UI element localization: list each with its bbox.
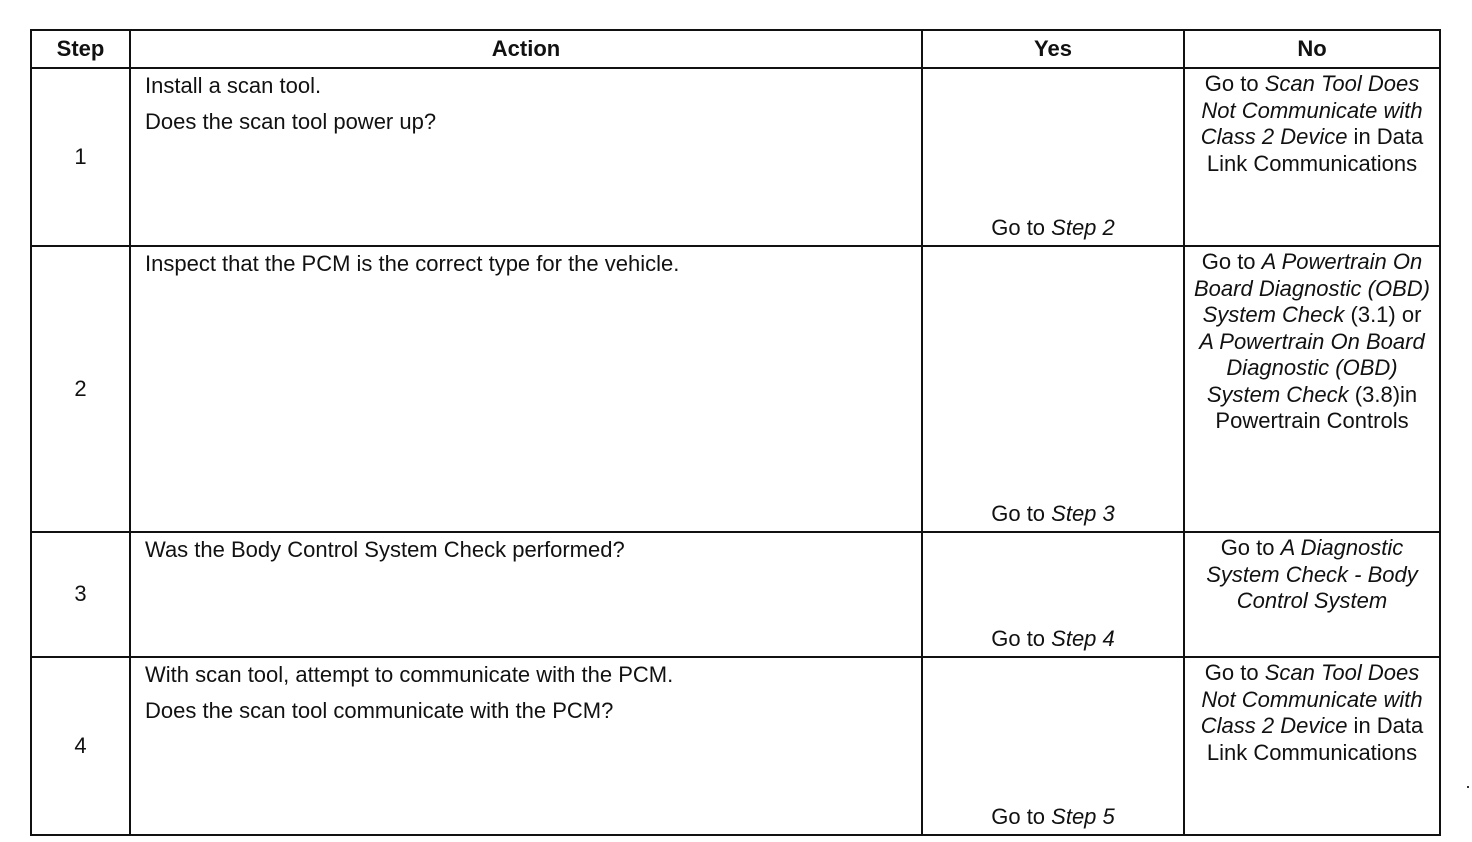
action-line: Does the scan tool communicate with the PCM? xyxy=(145,697,614,723)
no-text: Go to xyxy=(1204,660,1265,685)
no-text: Go to xyxy=(1220,535,1281,560)
yes-step-link[interactable]: Step 5 xyxy=(1051,803,1115,829)
yes-step-link[interactable]: Step 4 xyxy=(1051,625,1115,651)
yes-prefix: Go to xyxy=(991,500,1052,526)
no-cell xyxy=(1184,246,1440,532)
no-reference-link[interactable]: Scan Tool Does Not Communicate with Class 2 Device xyxy=(1200,660,1423,738)
action-cell xyxy=(130,657,922,835)
table-row xyxy=(31,246,1440,532)
no-text: in Data Link Communications xyxy=(1206,713,1424,765)
header-yes: Yes xyxy=(922,30,1184,68)
yes-cell xyxy=(922,68,1184,246)
action-line: Inspect that the PCM is the correct type for the vehicle. xyxy=(145,251,680,276)
no-text: (3.1) or xyxy=(1344,302,1422,327)
header-step: Step xyxy=(31,30,130,68)
scan-speck xyxy=(1467,786,1469,788)
no-reference-link[interactable]: A Powertrain On Board Diagnostic (OBD) System Check xyxy=(1194,249,1430,327)
yes-cell xyxy=(922,246,1184,532)
no-cell xyxy=(1184,532,1440,657)
diagnostic-table xyxy=(30,29,1441,836)
no-reference-link[interactable]: A Diagnostic System Check - Body Control System xyxy=(1206,535,1418,613)
action-cell xyxy=(130,68,922,246)
yes-step-link[interactable]: Step 3 xyxy=(1051,500,1115,526)
no-cell xyxy=(1184,68,1440,246)
no-text: in Data Link Communications xyxy=(1206,124,1424,176)
table-row xyxy=(31,532,1440,657)
yes-prefix: Go to xyxy=(991,625,1052,651)
yes-prefix: Go to xyxy=(991,214,1052,240)
action-cell xyxy=(130,532,922,657)
no-reference-link[interactable]: Scan Tool Does Not Communicate with Class 2 Device xyxy=(1200,71,1423,149)
yes-prefix: Go to xyxy=(991,803,1052,829)
table-header-row xyxy=(31,30,1440,68)
table-row xyxy=(31,657,1440,835)
no-text: (3.8)in Powertrain Controls xyxy=(1215,381,1418,433)
yes-cell xyxy=(922,532,1184,657)
action-cell xyxy=(130,246,922,532)
action-line: Was the Body Control System Check performed? xyxy=(145,537,625,562)
action-line: Does the scan tool power up? xyxy=(145,108,437,134)
no-text: Go to xyxy=(1204,71,1265,96)
yes-step-link[interactable]: Step 2 xyxy=(1051,214,1115,240)
action-line: Install a scan tool. xyxy=(145,73,322,98)
header-action: Action xyxy=(130,30,922,68)
action-line: With scan tool, attempt to communicate with the PCM. xyxy=(145,662,674,687)
table-row xyxy=(31,68,1440,246)
no-text: Go to xyxy=(1201,249,1262,274)
step-number: 1 xyxy=(31,68,130,246)
step-number: 3 xyxy=(31,532,130,657)
yes-cell xyxy=(922,657,1184,835)
step-number: 2 xyxy=(31,246,130,532)
header-no: No xyxy=(1184,30,1440,68)
no-cell xyxy=(1184,657,1440,835)
step-number: 4 xyxy=(31,657,130,835)
no-reference-link[interactable]: A Powertrain On Board Diagnostic (OBD) System Check xyxy=(1199,328,1425,407)
